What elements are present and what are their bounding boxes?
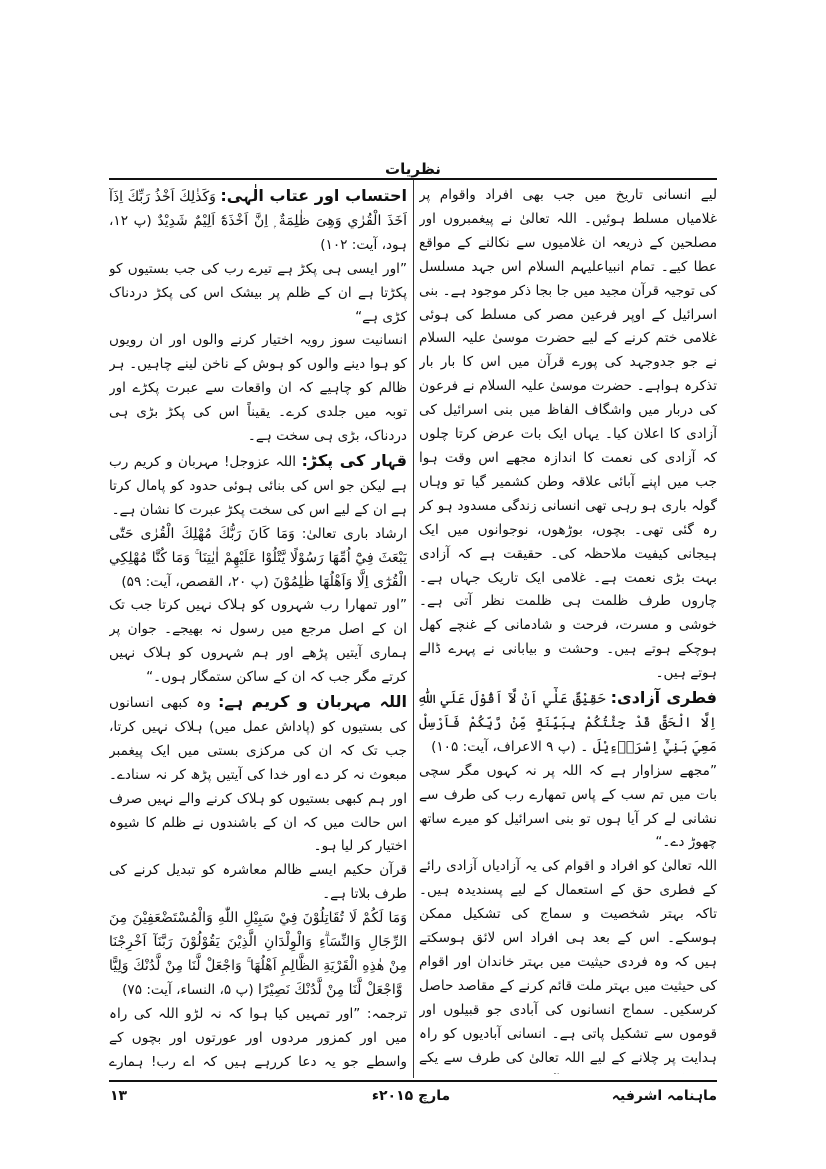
body-text: اللہ عزوجل! مہربان و کریم رب ہے لیکن جو اس کی بنائی ہوئی حدود کو پامال کرتا ہے ان کے لیے اس کی سخت پکڑ عبرت کا نشان ہے۔ — [109, 453, 407, 518]
column-divider — [413, 180, 414, 1078]
right-column — [419, 184, 717, 1074]
body-paragraph: قرآن حکیم ایسے ظالم معاشرہ کو تبدیل کرنے کی طرف بلاتا ہے۔ — [109, 862, 407, 903]
body-paragraph: اللہ تعالیٰ کو افراد و اقوام کی یہ آزادیاں آزادی رائے کے فطری حق کے استعمال کے لیے پسندیدہ ہیں۔ تاکہ بہتر شخصیت و سماج کی تشکیل ممکن ہوسکے۔ اس کے بعد ہی افراد اس لائق ہوسکتے ہیں کہ وہ فردی حیثیت میں بہتر خاندان اور اقوام کی حیثیت میں بہتر ملت قائم کرنے کے مقاصد حاصل کرسکیں۔ سماج انسانوں کی آبادی جو قبیلوں اور قوموں سے تشکیل پاتی ہے۔ انسانی آبادیوں کو راہ ہدایت پر چلانے کے لیے اللہ تعالیٰ کی طرف سے یکے — [419, 858, 717, 1066]
quran-verse: وَكَذٰلِكَ اَخْذُ رَبِّكَ اِذَآ اَخَذَ الْقُرٰي وَهِىَ ظٰلِمَةٌ ۭ اِنَّ اَخْذَهٗٓ اَلِيْمٌ شَدِيْدٌ — [109, 189, 407, 229]
verse-translation: ”اور ایسی ہی پکڑ ہے تیرے رب کی جب بستیوں کو پکڑتا ہے ان کے ظلم پر بیشک اس کی پکڑ دردناک کڑی ہے“ — [109, 260, 407, 325]
verse-reference: (پ ۹ الاعراف، آیت: ۱۰۵) — [431, 738, 576, 755]
quran-verse: حَقِيْقٌ عَلٰٓي اَنْ لَّآ اَقُوْلَ عَلَي اللّٰهِ اِلَّا الْحَقَّ قَدْ جِئْتُكُمْ بِبَيِّنَةٍ مِّنْ رَّبِّكُمْ فَاَرْسِلْ مَعِيَ بَنِيْٓ اِسْرَاۗءِيْلَ ۔ — [419, 691, 717, 755]
body-paragraph: لیے انسانی تاریخ میں جب بھی افراد واقوام پر غلامیاں مسلط ہوئیں۔ اللہ تعالیٰ نے پیغمبروں اور مصلحین کے ذریعہ ان غلامیوں سے نکالنے کے مواقع عطا کیے۔ تمام انبیاعلیہم السلام اس جہد مسلسل کی توجیہ قرآن مجید میں جا بجا ذکر موجود ہے۔ بنی اسرائیل کے اوپر فرعین مصر کی مسلط کی ہوئی غلامی ختم کرنے کے لیے حضرت موسیٰ علیہ السلام نے جو جدوجہد کی پورے قرآن میں اس کا بار بار تذکرہ ہواہے۔ حضرت موسیٰ علیہ السلام نے فرعون کی دربار میں واشگاف الفاظ میں بنی اسرائیل کی آزادی کا اعلان کیا۔ یہاں ایک بات عرض کرتا چلوں کہ آزادی کی نعمت کا اندازہ مجھے اس وقت ہوا جب میں اپنے آبائی علاقہ وطن کشمیر گیا تو وہاں گولہ باری ہو رہی تھی انسانی زندگی مسدود ہو کر رہ گئی تھی۔ بچوں، بوڑھوں، نوجوانوں میں ایک ہیجانی کیفیت ملاحظہ کی۔ حقیقت ہے کہ آزادی بہت بڑی نعمت ہے۔ غلامی ایک تاریک جہاں ہے۔ چاروں طرف ظلمت ہی ظلمت نظر آتی ہے۔ خوشی و مسرت، فرحت و شادمانی کے غنچے کھل ہوچکے ہوتے ہیں۔ وحشت و بیابانی نے پہرے ڈالے ہوتے ہیں۔ — [419, 187, 717, 682]
section-heading: فطری آزادی: — [610, 688, 717, 708]
section-heading: قہار کی پکڑ: — [301, 450, 407, 470]
heading-paragraph — [109, 690, 407, 859]
left-column — [109, 184, 407, 1074]
section-heading: اللہ مہربان و کریم ہے: — [217, 692, 407, 712]
quran-verse: وَمَا كَانَ رَبُّكَ مُهْلِكَ الْقُرٰى حَتّٰى يَبْعَثَ فِيْٓ اُمِّهَا رَسُوْلًا يَّتْلُوْا عَلَيْهِمْ اٰيٰتِنَا ۚ وَمَا كُنَّا مُهْلِكِي الْقُرٰٓى اِلَّا وَاَهْلُهَا ظٰلِمُوْنَ — [109, 525, 407, 590]
verse-block — [109, 523, 407, 595]
verse-reference: (پ ۵، النساء، آیت: ۷۵) — [122, 981, 254, 998]
body-paragraph: انسانیت سوز رویہ اختیار کرنے والوں اور ان رویوں کو ہوا دینے والوں کو ہوش کے ناخن لینے چاہیں۔ ہر ظالم کو چاہیے کہ ان واقعات سے عبرت پکڑے اور توبہ میں جلدی کرے۔ یقیناً اس کی پکڑ بڑی ہی دردناک، بڑی ہی سخت ہے۔ — [109, 332, 407, 445]
section-title: نظریات — [385, 160, 441, 178]
verse-reference: (پ ۱۲، ہود، آیت: ۱۰۲) — [109, 212, 407, 253]
footer-rule — [109, 1080, 717, 1082]
verse-translation: ترجمہ: ”اور تمہیں کیا ہوا کہ نہ لڑو اللہ کی راہ میں اور کمزور مردوں اور عورتوں اور بچوں کے واسطے جو یہ دعا کررہے ہیں کہ اے رب! ہمارے — [109, 1005, 407, 1070]
magazine-name: ماہنامہ اشرفیہ — [611, 1088, 717, 1104]
body-text: وہ کبھی انسانوں کی بستیوں کو (پاداش عمل میں) ہلاک نہیں کرتا، جب تک کہ ان کی مرکزی بستی میں ایک پیغمبر مبعوث نہ کر دے اور خدا کی آیتیں پڑھ کر نہ سنادے۔ اور ہم کبھی بستیوں کو ہلاک کرنے والے نہیں صرف اس حالت میں کہ ان کے باشندوں نے ظلم کا شیوہ اختیار کر لیا ہو۔ — [109, 695, 407, 855]
verse-block — [419, 686, 717, 760]
verse-reference: (پ ۲۰، القصص، آیت: ۵۹) — [121, 573, 269, 590]
verse-block — [109, 184, 407, 258]
heading-paragraph — [109, 449, 407, 523]
verse-block — [109, 907, 407, 1003]
issue-date: مارچ ۲۰۱۵ء — [371, 1088, 451, 1104]
quran-verse: وَمَا لَكُمْ لَا تُقَاتِلُوْنَ فِيْ سَبِيْلِ اللّٰهِ وَالْمُسْتَضْعَفِيْنَ مِنَ الرِّجَالِ وَالنِّسَاۗءِ وَالْوِلْدَانِ الَّذِيْنَ يَقُوْلُوْنَ رَبَّنَآ اَخْرِجْنَا مِنْ هٰذِهِ الْقَرْيَةِ الظَّالِمِ اَهْلُهَا ۚ وَاجْعَلْ لَّنَا مِنْ لَّدُنْكَ وَلِيًّا ۚ وَّاجْعَلْ لَّنَا مِنْ لَّدُنْكَ نَصِيْرًا — [109, 910, 407, 998]
section-heading: احتساب اور عتاب الٰہی: — [220, 186, 407, 205]
verse-intro: ارشاد باری تعالیٰ: — [301, 525, 407, 542]
page-number: ۱۳ — [110, 1088, 128, 1104]
verse-translation: ”اور تمھارا رب شہروں کو ہلاک نہیں کرتا جب تک ان کے اصل مرجع میں رسول نہ بھیجے۔ جوان پر ہماری آیتیں پڑھے اور ہم شہروں کو ہلاک نہیں کرتے مگر جب کہ ان کے ساکن ستمگار ہوں۔“ — [109, 597, 407, 686]
verse-translation: ”مجھے سزاوار ہے کہ اللہ پر نہ کہوں مگر سچی بات میں تم سب کے پاس تمھارے رب کی طرف سے نشانی لے کر آیا ہوں تو بنی اسرائیل کو میرے ساتھ چھوڑ دے۔“ — [419, 762, 717, 851]
